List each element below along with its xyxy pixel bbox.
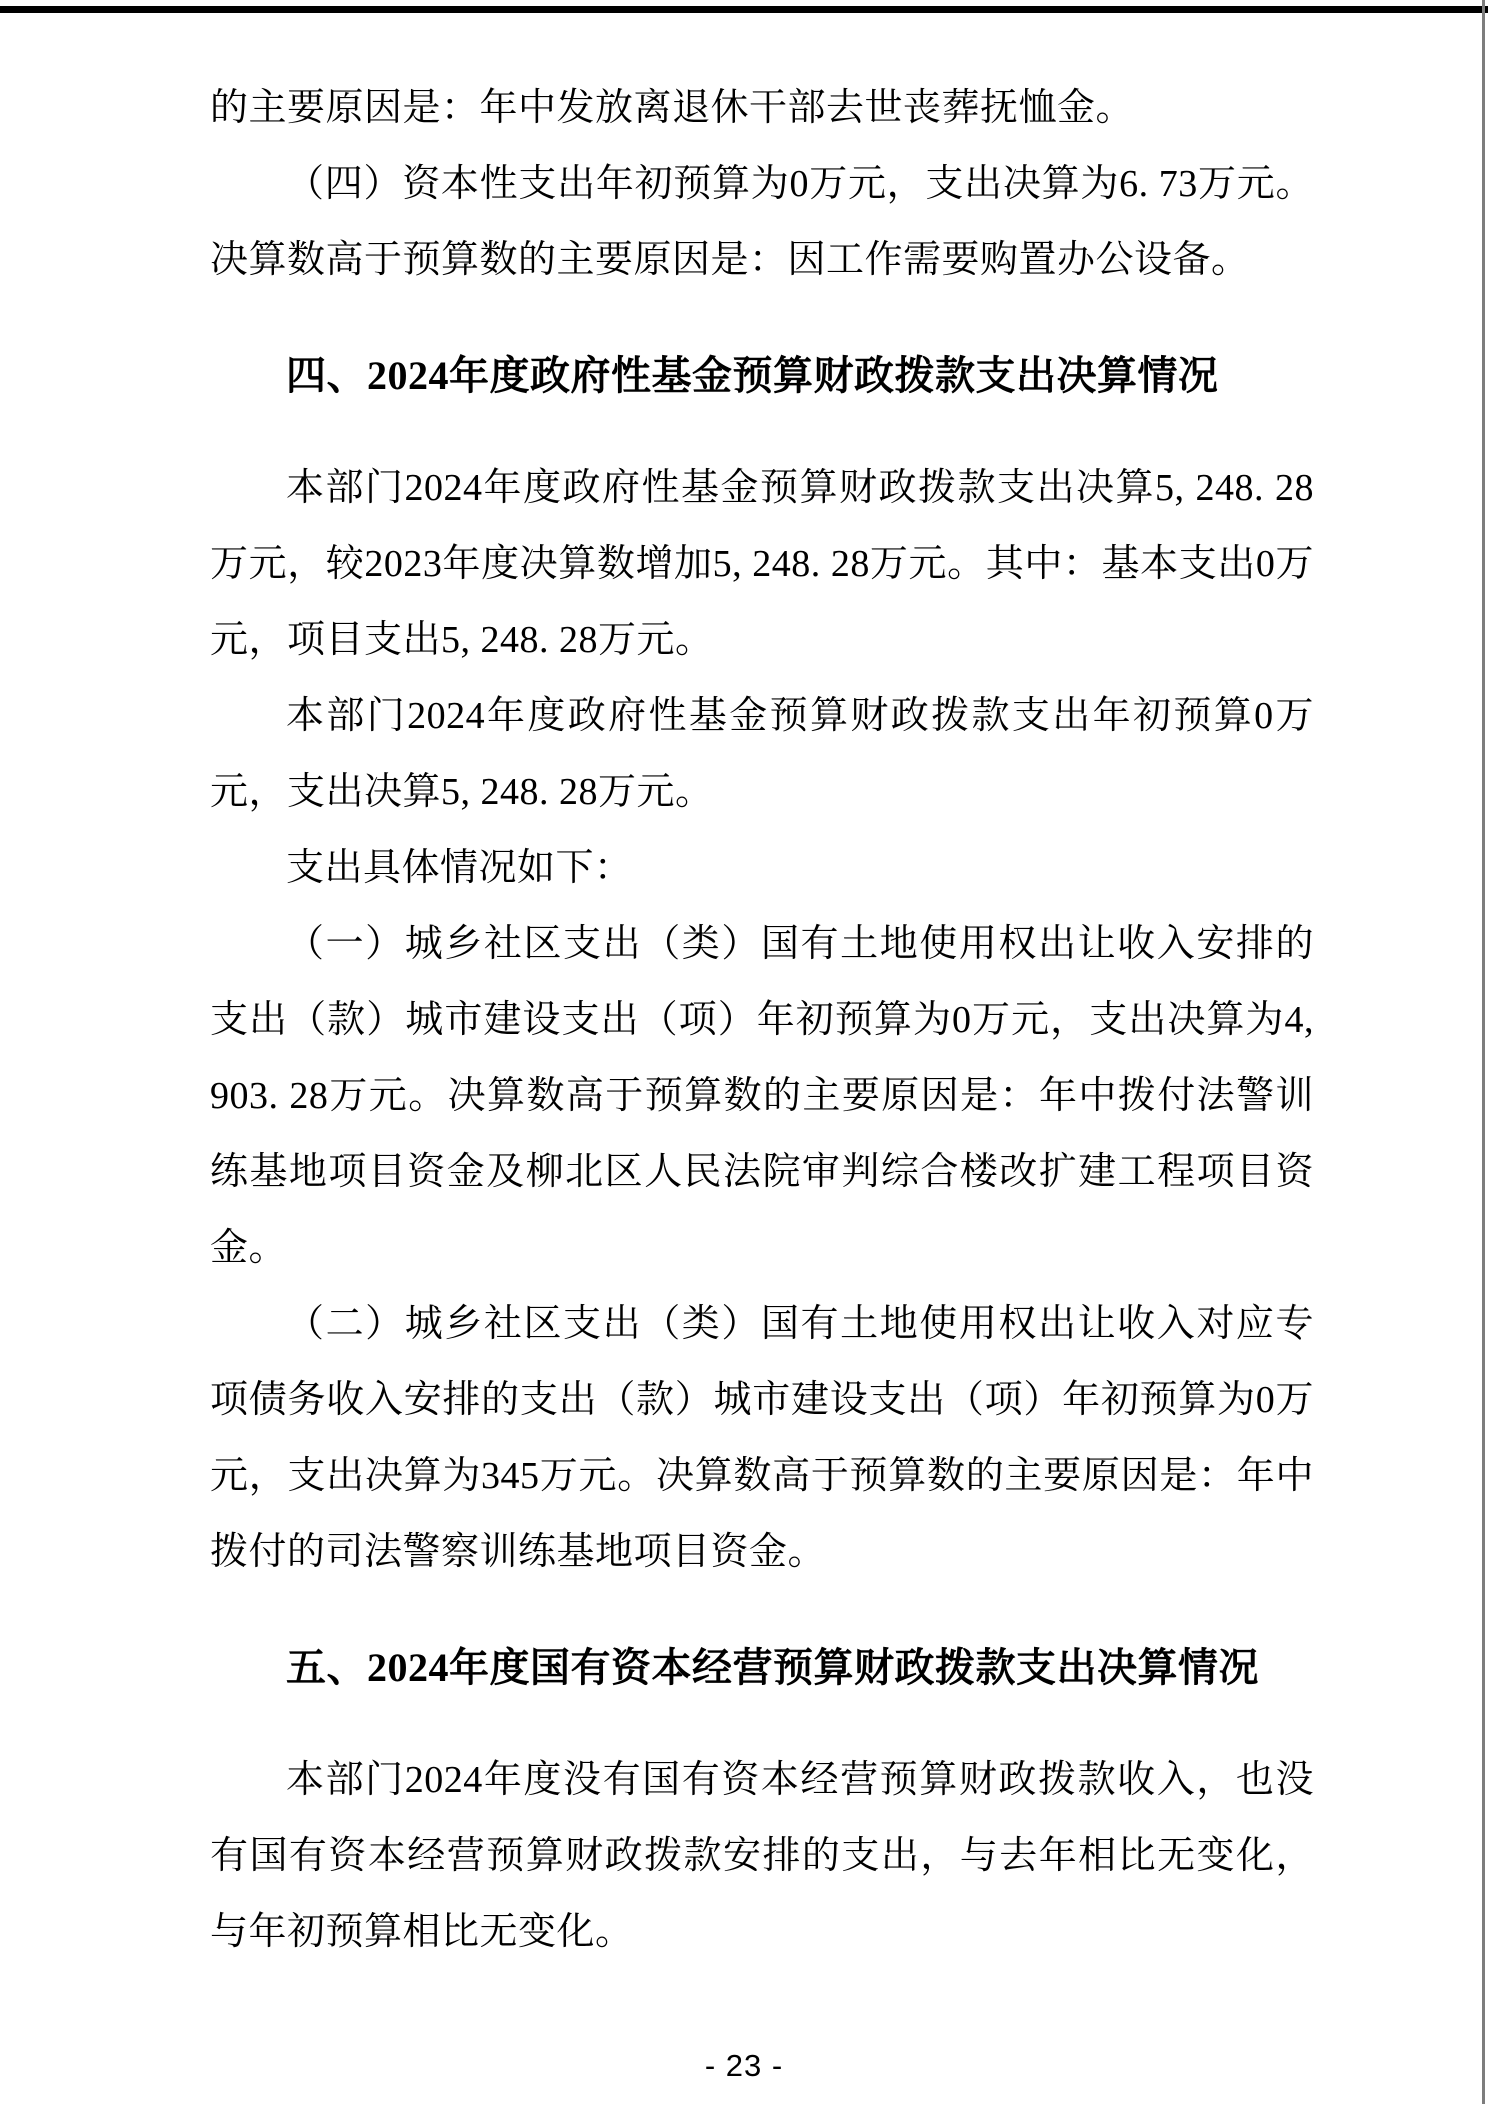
body-paragraph-fund-expenditure-total: 本部门2024年度政府性基金预算财政拨款支出决算5, 248. 28万元，较2023年度决算数增加5, 248. 28万元。其中：基本支出0万元，项目支出5, 248. 28万元。 [210, 467, 1314, 661]
scan-top-edge-bar [0, 6, 1488, 13]
body-paragraph-capital-expenditure: （四）资本性支出年初预算为0万元，支出决算为6. 73万元。决算数高于预算数的主要原因是：因工作需要购置办公设备。 [210, 163, 1314, 281]
document-body [210, 70, 1314, 1970]
body-paragraph-fund-initial-budget: 本部门2024年度政府性基金预算财政拨款支出年初预算0万元，支出决算5, 248. 28万元。 [210, 695, 1314, 813]
body-paragraph-continuation: 的主要原因是：年中发放离退休干部去世丧葬抚恤金。 [210, 87, 1135, 129]
body-paragraph-item-2-special-debt: （二）城乡社区支出（类）国有土地使用权出让收入对应专项债务收入安排的支出（款）城市建设支出（项）年初预算为0万元，支出决算为345万元。决算数高于预算数的主要原因是：年中拨付的司法警察训练基地项目资金。 [210, 1303, 1314, 1573]
body-paragraph-item-1-urban-community: （一）城乡社区支出（类）国有土地使用权出让收入安排的支出（款）城市建设支出（项）年初预算为0万元，支出决算为4, 903. 28万元。决算数高于预算数的主要原因是：年中拨付法警训练基地项目资金及柳北区人民法院审判综合楼改扩建工程项目资金。 [210, 923, 1314, 1269]
scan-right-edge-line [1482, 0, 1485, 2104]
page-number: - 23 - [704, 2048, 784, 2083]
body-paragraph-state-capital-none: 本部门2024年度没有国有资本经营预算财政拨款收入，也没有国有资本经营预算财政拨款安排的支出，与去年相比无变化，与年初预算相比无变化。 [210, 1759, 1314, 1953]
section-heading-5-state-capital-budget: 五、2024年度国有资本经营预算财政拨款支出决算情况 [286, 1645, 1259, 1690]
section-heading-4-government-fund-budget: 四、2024年度政府性基金预算财政拨款支出决算情况 [286, 353, 1219, 398]
body-paragraph-details-intro: 支出具体情况如下： [286, 847, 633, 889]
